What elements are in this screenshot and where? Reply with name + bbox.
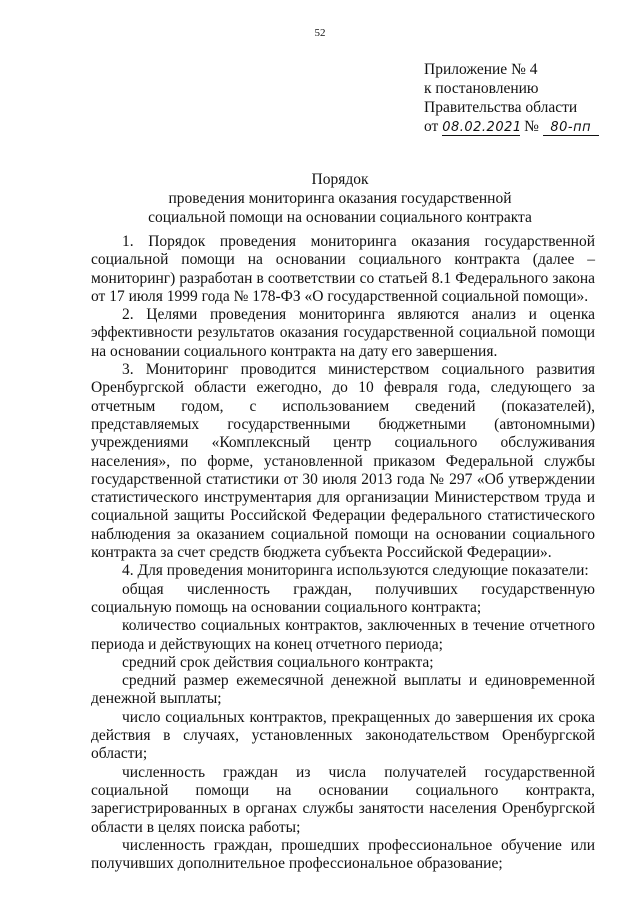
indicator-item: средний размер ежемесячной денежной выплаты и единовременной денежной выплаты; (91, 672, 595, 708)
number-prefix: № (524, 118, 539, 135)
handwritten-number: 80-пп (543, 120, 599, 136)
paragraph-4: 4. Для проведения мониторинга используются следующие показатели: (122, 562, 589, 580)
appendix-to-resolution: к постановлению (424, 80, 539, 97)
indicator-item: численность граждан, прошедших профессиональное обучение или получивших дополнительное профессиональное образование; (91, 836, 595, 873)
title-line-1: Порядок (311, 171, 369, 188)
date-prefix: от (424, 118, 439, 135)
title-line-2: проведения мониторинга оказания государственной (168, 190, 512, 207)
handwritten-date: 08.02.2021 (442, 120, 522, 135)
indicator-item: число социальных контрактов, прекращенных до завершения их срока действия в случаях, установленных законодательством Оренбургской области; (91, 708, 595, 763)
paragraph-3: 3. Мониторинг проводится министерством социального развития Оренбургской области ежегодно, до 10 февраля года, следующего за отчетным годом, с использованием сведений (показателей), представляемых государственными бюджетными (автономными) учреждениями «Комплексный центр социального обслуживания населения», по форме, установленной приказом Федеральной службы государственной статистики от 30 июля 2013 года № 297 «Об утверждении статистического инструментария для организации Министерством труда и социальной защиты Российской Федерации федерального статистического наблюдения за оказанием социальной помощи на основании социального контракта за счет средств бюджета субъекта Российской Федерации». (91, 361, 595, 562)
appendix-government: Правительства области (424, 99, 578, 116)
indicator-item: количество социальных контрактов, заключенных в течение отчетного периода и действующих на конец отчетного периода; (91, 617, 595, 653)
paragraph-2: 2. Целями проведения мониторинга являются анализ и оценка эффективности результатов оказания государственной социальной помощи на основании социального контракта на дату его завершения. (91, 306, 595, 360)
appendix-number: Приложение № 4 (424, 61, 538, 78)
indicator-item: численность граждан из числа получателей государственной социальной помощи на основании социального контракта, зарегистрированных в органах службы занятости населения Оренбургской области в целях поиска работы; (91, 763, 595, 836)
page-number: 52 (314, 27, 326, 39)
indicator-item: общая численность граждан, получивших государственную социальную помощь на основании социального контракта; (91, 580, 595, 616)
appendix-date-line (424, 117, 624, 136)
indicator-item: средний срок действия социального контракта; (122, 653, 434, 671)
appendix-header (424, 60, 624, 136)
title-line-3: социальной помощи на основании социального контракта (148, 209, 532, 226)
document-title (80, 170, 600, 227)
paragraph-1: 1. Порядок проведения мониторинга оказания государственной социальной помощи на основании социального контракта (далее – мониторинг) разработан в соответствии со статьей 8.1 Федерального закона от 17 июля 1999 года № 178-ФЗ «О государственной социальной помощи». (91, 233, 595, 305)
document-body (91, 233, 595, 873)
